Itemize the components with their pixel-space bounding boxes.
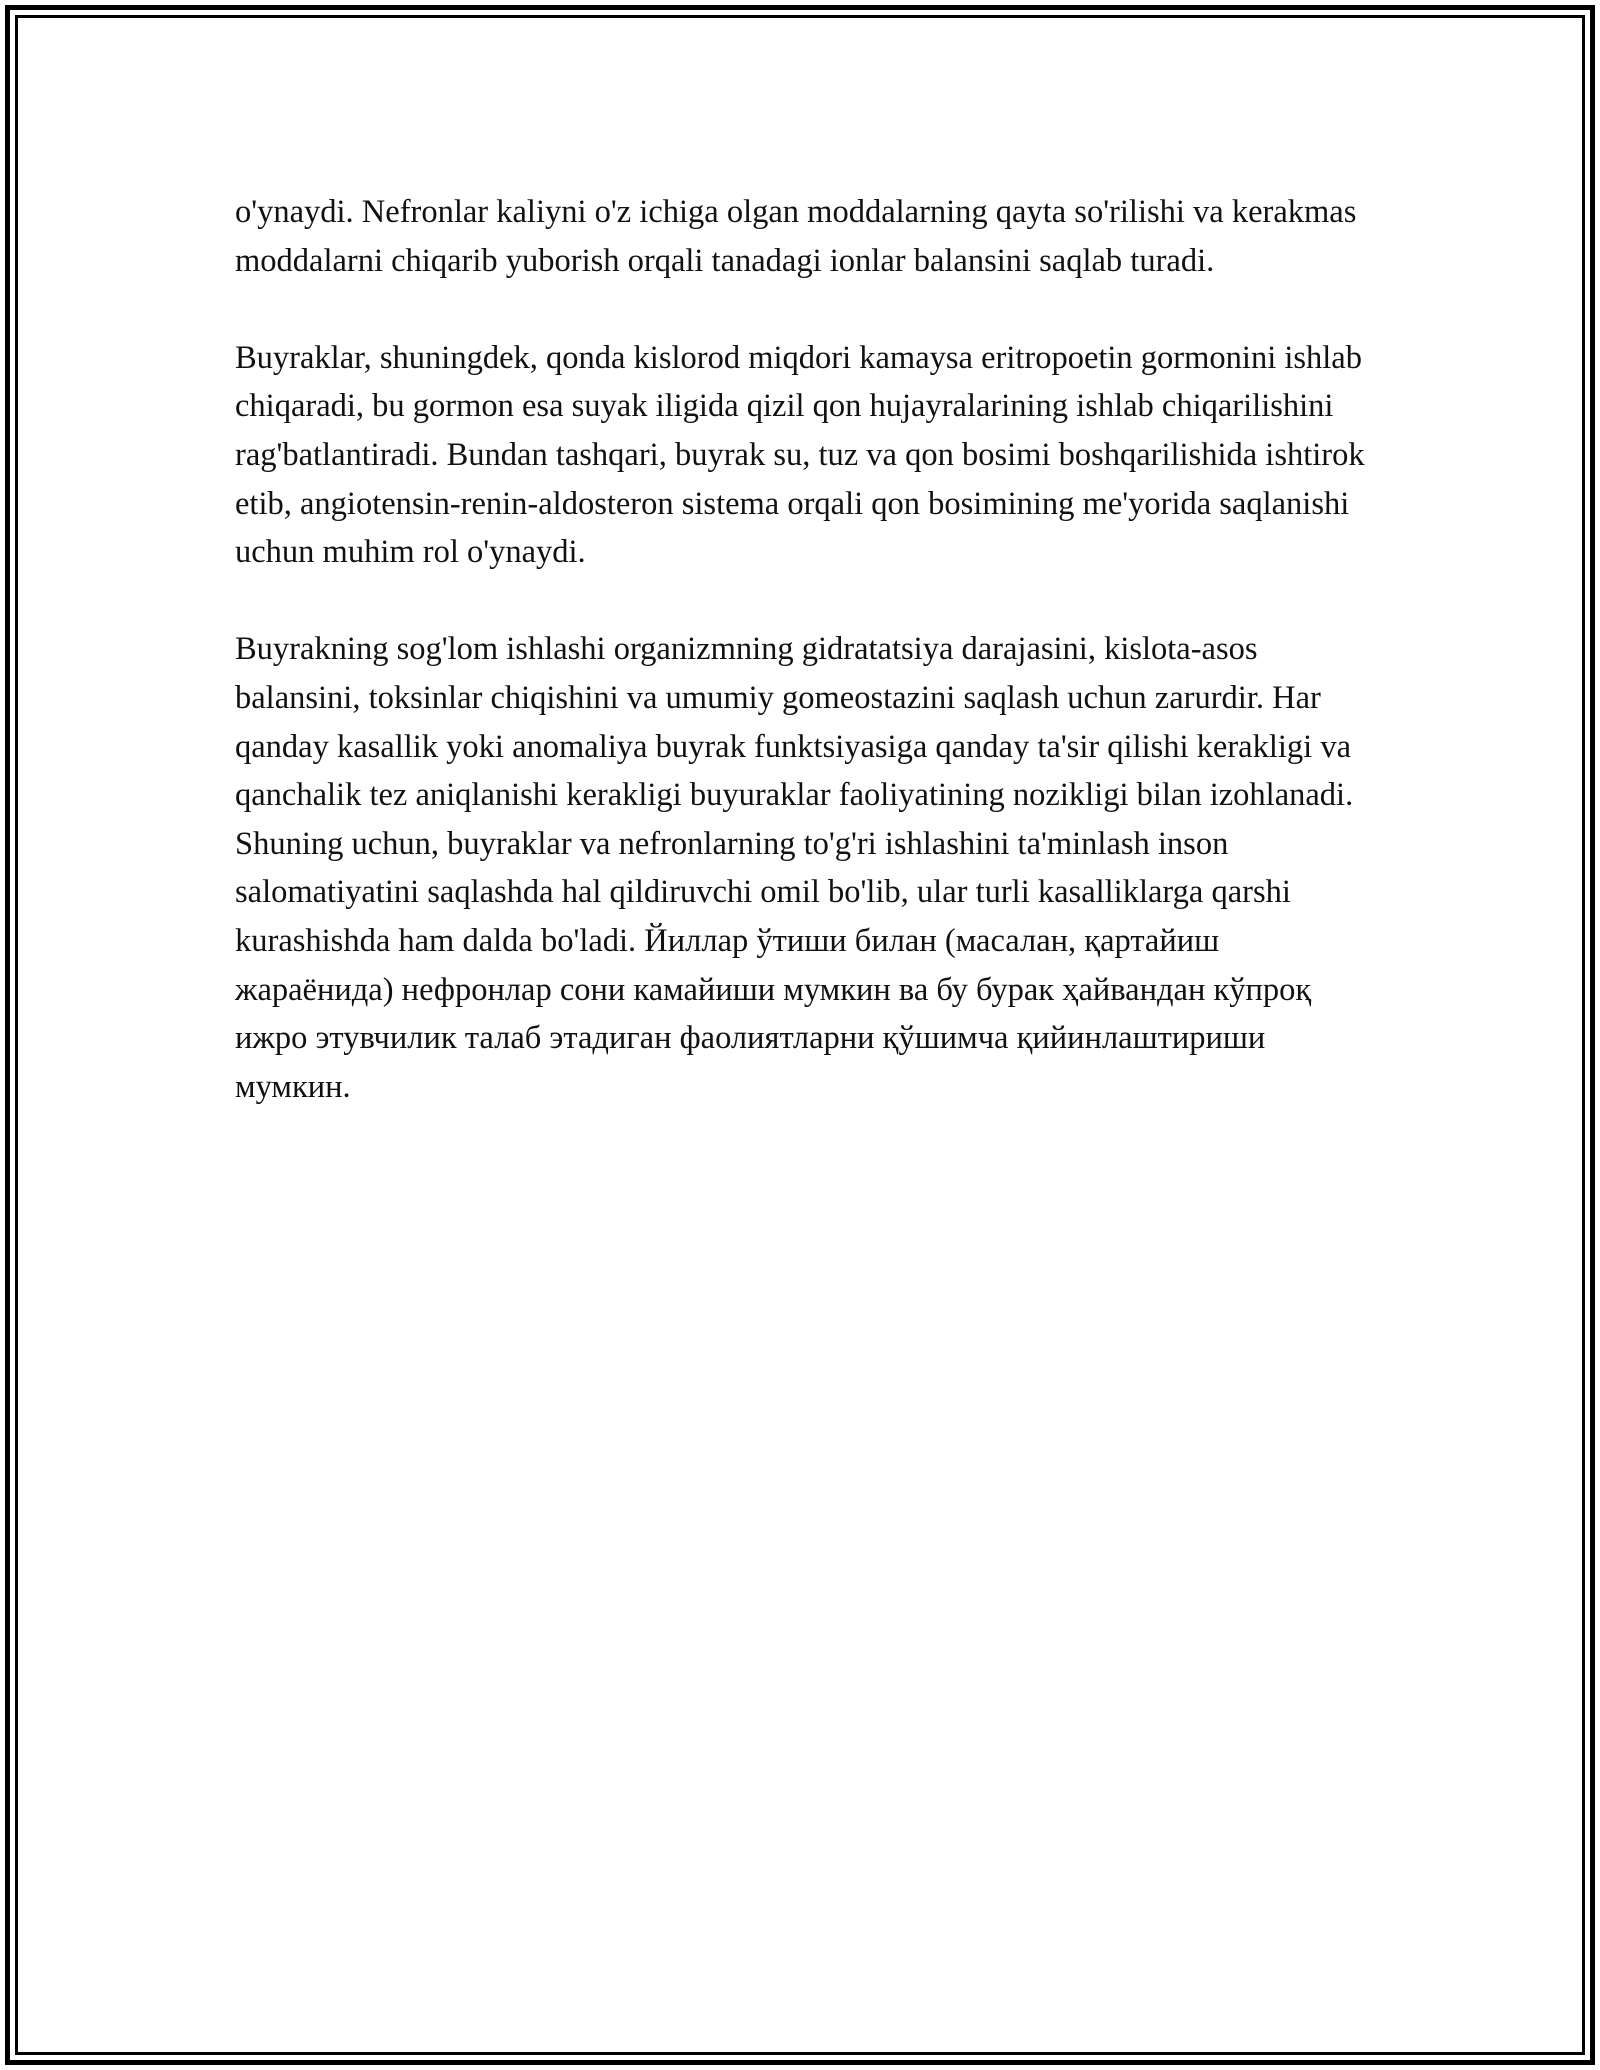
paragraph-2: Buyraklar, shuningdek, qonda kislorod miqdori kamaysa eritropoetin gormonini ishlab chiqaradi, bu gormon esa suyak iligida qizil qon hujayralarining ishlab chiqarilishini rag'batlantiradi. Bundan tashqari, buyrak su, tuz va qon bosimi boshqarilishida ishtirok etib, angiotensin-renin-aldosteron sistema orqali qon bosimining me'yorida saqlanishi uchun muhim rol o'ynaydi. (235, 339, 1365, 571)
document-body (235, 188, 1375, 1111)
paragraph-3: Buyrakning sog'lom ishlashi organizmning gidratatsiya darajasini, kislota-asos balansini, toksinlar chiqishini va umumiy gomeostazini saqlash uchun zarurdir. Har qanday kasallik yoki anomaliya buyrak funktsiyasiga qanday ta'sir qilishi kerakligi va qanchalik tez aniqlanishi kerakligi buyuraklar faoliyatining nozikligi bilan izohlanadi. Shuning uchun, buyraklar va nefronlarning to'g'ri ishlashini ta'minlash inson salomatiyatini saqlashda hal qildiruvchi omil bo'lib, ular turli kasalliklarga qarshi kurashishda ham dalda bo'ladi. Йиллар ўтиши билан (масалан, қартайиш жараёнида) нефронлар сони камайиши мумкин ва бу бурак ҳайвандан кўпроқ ижро этувчилик талаб этадиган фаолиятларни қўшимча қийинлаштириши мумкин. (235, 631, 1354, 1105)
paragraph-1: o'ynaydi. Nefronlar kaliyni o'z ichiga olgan moddalarning qayta so'rilishi va kerakmas moddalarni chiqarib yuborish orqali tanadagi ionlar balansini saqlab turadi. (235, 194, 1357, 279)
